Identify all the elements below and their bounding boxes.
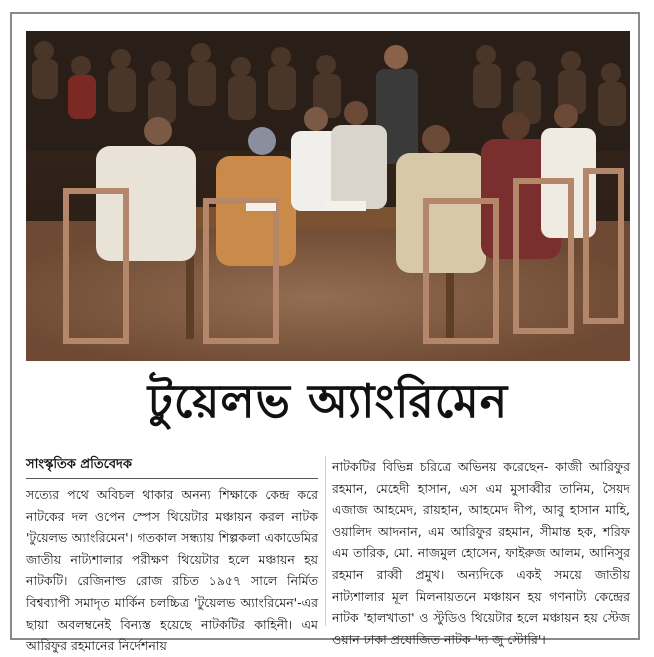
article-column-right	[332, 456, 630, 647]
article-byline: সাংস্কৃতিক প্রতিবেদক	[26, 457, 132, 472]
byline-divider	[26, 478, 318, 479]
article-paragraph: নাটকটির বিভিন্ন চরিত্রে অভিনয় করেছেন- কাজী আরিফুর রহমান, মেহেদী হাসান, এস এম মুসাব্বীর তানিম, সৈয়দ এজাজ আহমেদ, রায়হান, আহমেদ দীপ, আবু হাসান মাহি, ওয়ালিদ আদনান, এম আরিফুর রহমান, সীমান্ত হক, শরিফ এম তারিক, মো. নাজমুল হোসেন, ফাইরুজ আলম, আনিসুর রহমান রাব্বী প্রমুখ। অন্যদিকে একই সময়ে জাতীয় নাট্যশালার মূল মিলনায়তনে মঞ্চায়ন হয় গণনাট্য কেন্দ্রের নাটক 'হালখাতা' ও স্টুডিও থিয়েটার হলে মঞ্চায়ন হয় স্টেজ ওয়ান ঢাকা প্রযোজিত নাটক 'দ্য জু স্টোরি'।	[332, 459, 630, 647]
article-column-left	[26, 484, 318, 654]
article-paragraph: সত্যের পথে অবিচল থাকার অনন্য শিক্ষাকে কেন্দ্র করে নাটকের দল ওপেন স্পেস থিয়েটার মঞ্চায়ন করল নাটক 'টুয়েলভ অ্যাংরিমেন'। গতকাল সন্ধ্যায় শিল্পকলা একাডেমির জাতীয় নাট্যশালার পরীক্ষণ থিয়েটার হলে মঞ্চায়ন হয় নাটকটি। রেজিনাল্ড রোজ রচিত ১৯৫৭ সালে নির্মিত বিশ্বব্যাপী সমাদৃত মার্কিন চলচ্চিত্র 'টুয়েলভ অ্যাংরিমেন'-এর ছায়া অবলম্বনেই বিন্যস্ত হয়েছে নাটকটির কাহিনী। এম আরিফুর রহমানের নির্দেশনায়	[26, 487, 318, 654]
stage-performance-photo	[26, 31, 630, 361]
article-headline: টুয়েলভ অ্যাংরিমেন	[147, 374, 509, 428]
column-divider	[325, 456, 326, 626]
